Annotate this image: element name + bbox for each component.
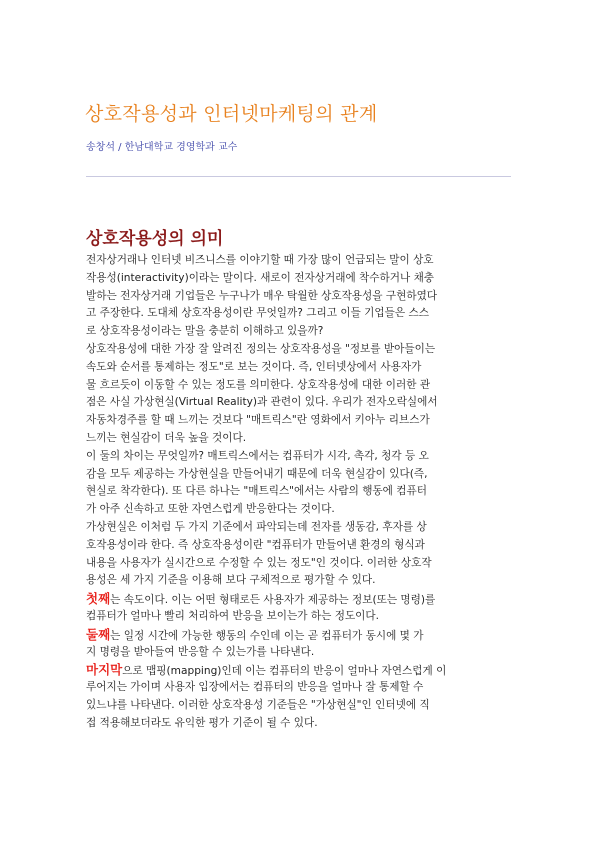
body-line bbox=[86, 412, 516, 430]
body-line bbox=[86, 359, 516, 377]
body-line-text: 로 상호작용성이라는 말을 충분히 이해하고 있을까? bbox=[86, 325, 324, 338]
body-line-text: 속도와 순서를 통제하는 정도"로 보는 것이다. 즉, 인터넷상에서 사용자가 bbox=[86, 360, 422, 373]
header-divider bbox=[86, 176, 511, 177]
body-line bbox=[86, 697, 516, 715]
body-line-text: 느끼는 현실감이 더욱 높을 것이다. bbox=[86, 431, 247, 444]
body-line bbox=[86, 608, 516, 626]
body-line-text: 컴퓨터가 얼마나 빨리 처리하여 반응을 보이는가 하는 정도이다. bbox=[86, 609, 380, 622]
author-byline: 송창석 / 한남대학교 경영학과 교수 bbox=[86, 142, 238, 153]
criterion-lead: 둘째 bbox=[86, 626, 111, 642]
body-line-text: 으로 맵핑(mapping)인데 이는 컴퓨터의 반응이 얼마나 자연스럽게 이 bbox=[122, 665, 447, 678]
body-line bbox=[86, 483, 516, 501]
criterion-lead: 마지막 bbox=[86, 662, 123, 678]
body-line-text: 자동차경주를 할 때 느끼는 것보다 "매트릭스"란 영화에서 키아누 리브스가 bbox=[86, 414, 430, 427]
body-line bbox=[86, 341, 516, 359]
body-line-text: 루어지는 가이며 사용자 입장에서는 컴퓨터의 반응을 얼마나 잘 통제할 수 bbox=[86, 681, 424, 694]
section-heading: 상호작용성의 의미 bbox=[86, 229, 224, 249]
body-line-text: 용성은 세 가지 기준을 이용해 보다 구체적으로 평가할 수 있다. bbox=[86, 574, 376, 587]
body-line-text: 지 명령을 받아들여 반응할 수 있는가를 나타낸다. bbox=[86, 645, 315, 658]
body-line-text: 작용성(interactivity)이라는 말이다. 새로이 전자상거래에 착수하거나 채충 bbox=[86, 271, 435, 284]
body-line bbox=[86, 270, 516, 288]
body-line bbox=[86, 661, 516, 679]
body-line bbox=[86, 537, 516, 555]
body-line-text: 현실로 착각한다). 또 다른 하나는 "매트릭스"에서는 사람의 행동에 컴퓨터 bbox=[86, 485, 427, 498]
body-line-text: 가상현실은 이처럼 두 가지 기준에서 파악되는데 전자를 생동감, 후자를 상 bbox=[86, 520, 427, 533]
body-line-text: 감을 모두 제공하는 가상현실을 만들어내기 때문에 더욱 현실감이 있다(즉, bbox=[86, 467, 428, 480]
body-line-text: 전자상거래나 인터넷 비즈니스를 이야기할 때 가장 많이 언급되는 말이 상호 bbox=[86, 254, 434, 266]
body-line-text: 호작용성이라 한다. 즉 상호작용성이란 "컴퓨터가 만들어낸 환경의 형식과 bbox=[86, 538, 425, 551]
section-body bbox=[86, 252, 516, 733]
body-line-text: 가 아주 신속하고 또한 자연스럽게 반응한다는 것이다. bbox=[86, 503, 335, 516]
body-line-text: 있느냐를 나타낸다. 이러한 상호작용성 기준들은 "가상현실"인 인터넷에 직 bbox=[86, 698, 430, 711]
body-line bbox=[86, 715, 516, 733]
document-title: 상호작용성과 인터넷마케팅의 관계 bbox=[85, 103, 378, 125]
body-line-text: 점은 사실 가상현실(Virtual Reality)과 관련이 있다. 우리가 전자오락실에서 bbox=[86, 396, 438, 409]
body-line bbox=[86, 430, 516, 448]
criterion-lead: 첫째 bbox=[86, 591, 111, 607]
body-line bbox=[86, 679, 516, 697]
body-line-text: 내용을 사용자가 실시간으로 수정할 수 있는 정도"인 것이다. 이러한 상호작 bbox=[86, 556, 432, 569]
body-line bbox=[86, 448, 516, 466]
body-line bbox=[86, 288, 516, 306]
body-line bbox=[86, 626, 516, 644]
body-line bbox=[86, 394, 516, 412]
body-line-text: 접 적용해보더라도 유익한 평가 기준이 될 수 있다. bbox=[86, 716, 318, 729]
body-line bbox=[86, 252, 516, 270]
body-line bbox=[86, 572, 516, 590]
body-line bbox=[86, 377, 516, 395]
body-line bbox=[86, 519, 516, 537]
body-line bbox=[86, 555, 516, 573]
body-line bbox=[86, 590, 516, 608]
body-line-text: 는 일정 시간에 가능한 행동의 수인데 이는 곧 컴퓨터가 동시에 몇 가 bbox=[110, 629, 424, 642]
body-line bbox=[86, 644, 516, 662]
body-line bbox=[86, 323, 516, 341]
body-line-text: 이 둘의 차이는 무엇일까? 매트릭스에서는 컴퓨터가 시각, 촉각, 청각 등 오 bbox=[86, 449, 429, 462]
body-line-text: 상호작용성에 대한 가장 잘 알려진 정의는 상호작용성을 "정보를 받아들이는 bbox=[86, 342, 436, 355]
body-line-text: 물 흐르듯이 이동할 수 있는 정도를 의미한다. 상호작용성에 대한 이러한 관 bbox=[86, 378, 431, 391]
body-line bbox=[86, 501, 516, 519]
body-line-text: 는 속도이다. 이는 어떤 형태로든 사용자가 제공하는 정보(또는 명령)를 bbox=[110, 594, 436, 607]
body-line bbox=[86, 466, 516, 484]
body-line bbox=[86, 305, 516, 323]
body-line-text: 고 주장한다. 도대체 상호작용성이란 무엇일까? 그리고 이들 기업들은 스스 bbox=[86, 307, 429, 320]
body-line-text: 발하는 전자상거래 기업들은 누구나가 매우 탁월한 상호작용성을 구현하였다 bbox=[86, 289, 438, 302]
